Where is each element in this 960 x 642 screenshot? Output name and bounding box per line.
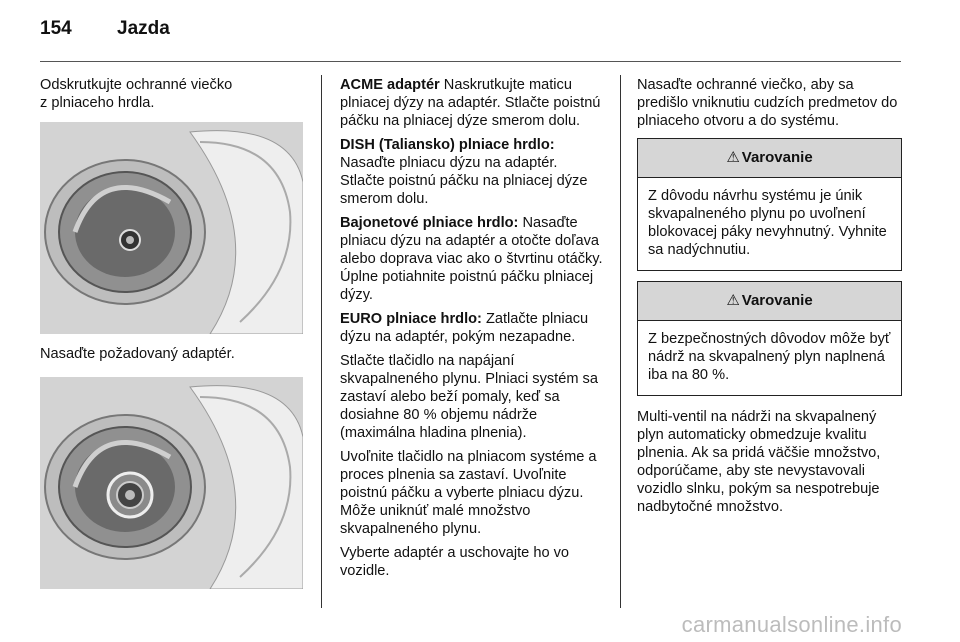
paragraph-dish: DISH (Taliansko) plniace hrdlo: Nasaďte plniacu dýzu na adaptér. Stlačte poistnú páčku na plniacej dýze smerom dolu. bbox=[340, 137, 588, 207]
warning-triangle-icon: ⚠ bbox=[726, 149, 740, 166]
header-divider bbox=[40, 61, 901, 62]
paragraph-press-button: Stlačte tlačidlo na napájaní skvapalneného plynu. Plniaci systém sa zastaví alebo beží pomaly, keď sa dosiahne 80 % objemu nádrže (maximálna hladina plnenia). bbox=[340, 353, 598, 441]
column-divider-2 bbox=[620, 75, 621, 608]
paragraph-euro: EURO plniace hrdlo: Zatlačte plniacu dýzu na adaptér, pokým nezapadne. bbox=[340, 311, 589, 345]
page-number: 154 bbox=[40, 18, 72, 39]
column-divider-1 bbox=[321, 75, 322, 608]
warning-box-2 bbox=[637, 281, 902, 396]
warning-text: Z dôvodu návrhu systému je únik skvapalneného plynu po uvoľnení blokovacej páky nevyhnutný. Vyhnite sa nadýchnutiu. bbox=[648, 188, 887, 258]
fuel-filler-photo-1 bbox=[40, 122, 303, 334]
watermark: carmanualsonline.info bbox=[681, 612, 902, 637]
caption-fit-adapter: Nasaďte požadovaný adaptér. bbox=[40, 346, 235, 362]
warning-header: ⚠ Varovanie bbox=[638, 282, 901, 321]
fuel-filler-photo-2 bbox=[40, 377, 303, 589]
column-3 bbox=[637, 76, 902, 522]
column-2 bbox=[340, 76, 605, 586]
column-1 bbox=[40, 76, 305, 118]
paragraph-bajonet: Bajonetové plniace hrdlo: Nasaďte plniacu dýzu na adaptér a otočte doľava alebo doprava viac ako o štvrtinu otáčky. Úplne potiahnite poistnú páčku plniacej dýzy. bbox=[340, 215, 603, 303]
paragraph-release-button: Uvoľnite tlačidlo na plniacom systéme a proces plnenia sa zastaví. Uvoľnite poistnú páčku a vyberte plniacu dýzu. Môže uniknúť malé množstvo skvapalneného plynu. bbox=[340, 449, 597, 537]
paragraph-remove-adapter: Vyberte adaptér a uschovajte ho vo vozidle. bbox=[340, 545, 570, 579]
warning-box-1 bbox=[637, 138, 902, 271]
paragraph-multivalve: Multi-ventil na nádrži na skvapalnený plyn automaticky obmedzuje kvalitu plnenia. Ak sa pridá väčšie množstvo, odporúčame, aby ste nevystavovali vozidlo slnku, pokým sa nespotrebuje nadbytočné množstvo. bbox=[637, 409, 881, 515]
page-title: Jazda bbox=[117, 18, 170, 39]
paragraph-fit-cap: Nasaďte ochranné viečko, aby sa predišlo vniknutiu cudzích predmetov do plniaceho otvoru a do systému. bbox=[637, 77, 898, 129]
warning-text: Z bezpečnostných dôvodov môže byť nádrž na skvapalnený plyn naplnená iba na 80 %. bbox=[648, 331, 891, 383]
page-header bbox=[40, 18, 900, 48]
instruction-unscrew-cap: Odskrutkujte ochranné viečko z plniaceho hrdla. bbox=[40, 77, 233, 111]
paragraph-acme: ACME adaptér Naskrutkujte maticu plniacej dýzy na adaptér. Stlačte poistnú páčku na plniacej dýze smerom dolu. bbox=[340, 77, 601, 129]
warning-triangle-icon: ⚠ bbox=[726, 292, 740, 309]
warning-header: ⚠ Varovanie bbox=[638, 139, 901, 178]
